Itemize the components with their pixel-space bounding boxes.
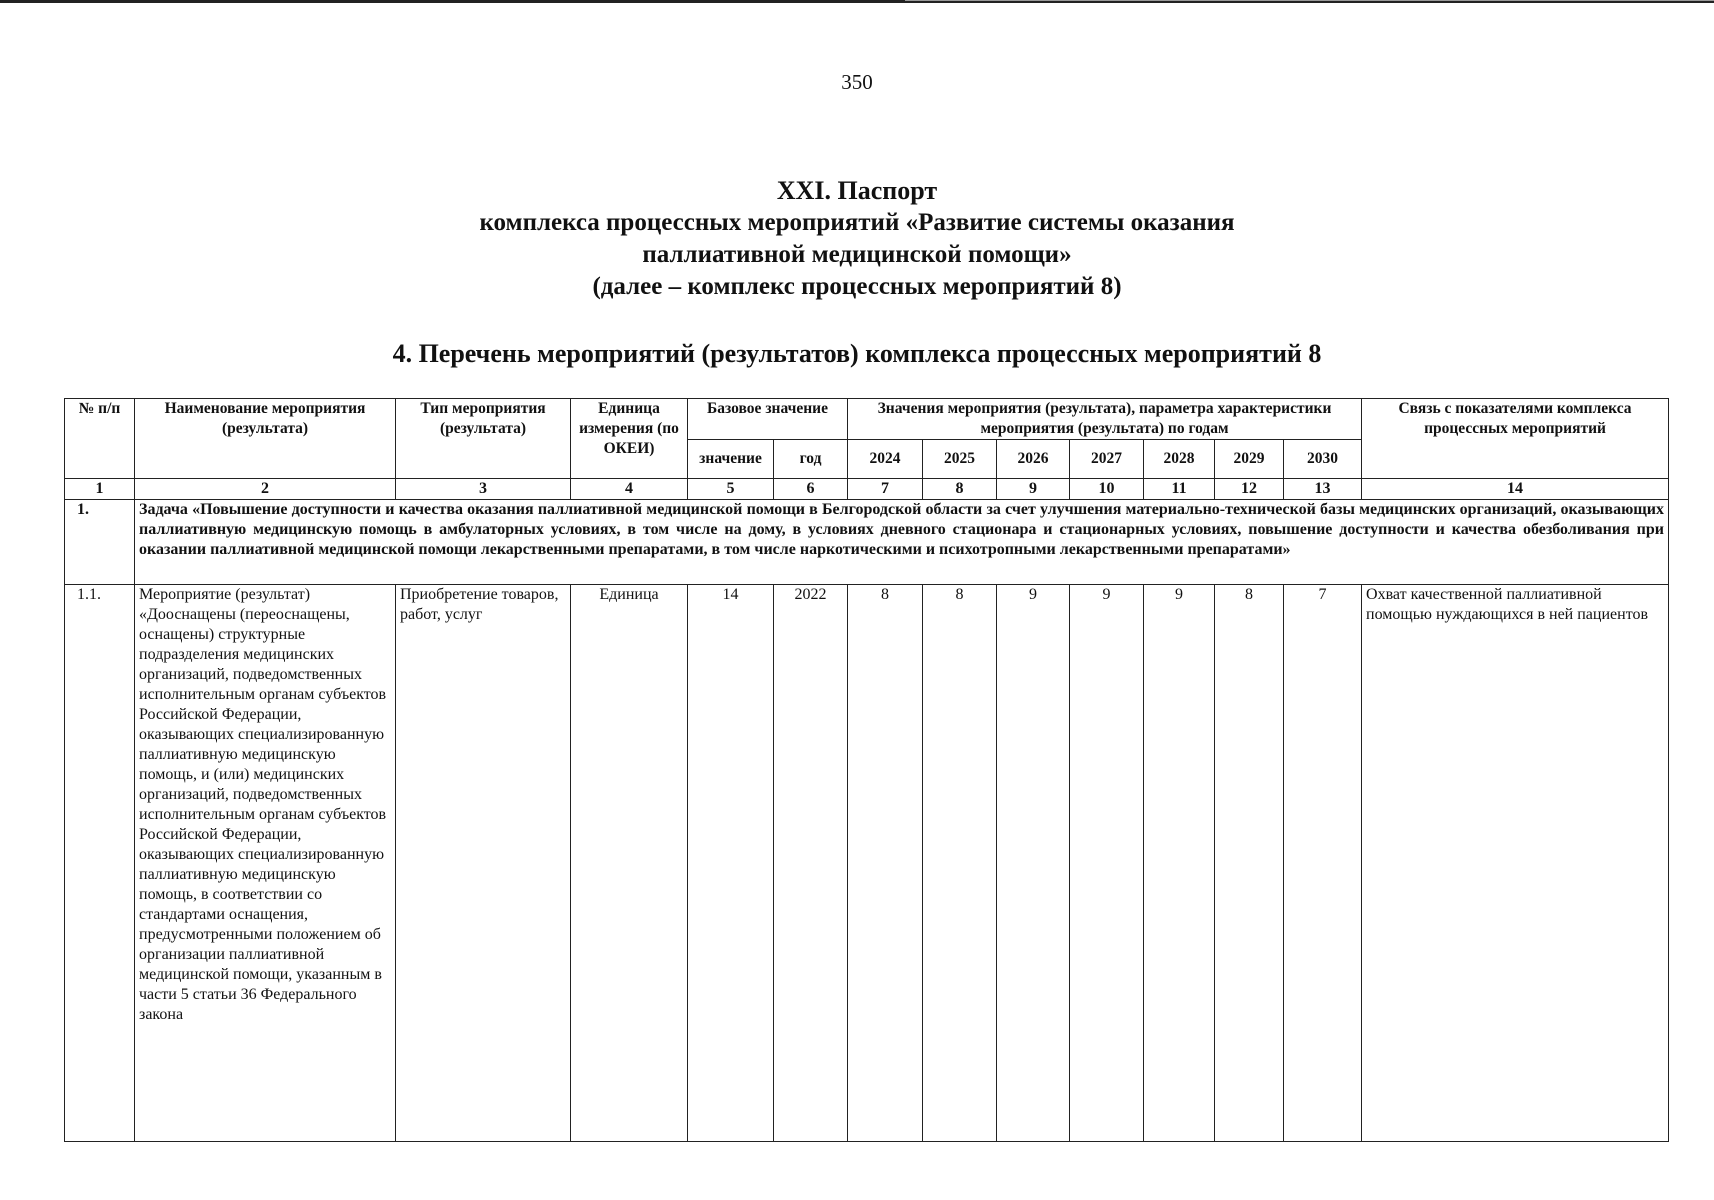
- header-year: 2028: [1144, 440, 1215, 479]
- row-type: Приобретение товаров, работ, услуг: [396, 585, 571, 1142]
- column-number: 14: [1362, 479, 1669, 500]
- header-base: Базовое значение: [688, 399, 848, 440]
- row-value-2027: 9: [1070, 585, 1144, 1142]
- column-number: 8: [923, 479, 997, 500]
- title-line-3: паллиативной медицинской помощи»: [642, 241, 1072, 268]
- header-year: 2025: [923, 440, 997, 479]
- task-text: Задача «Повышение доступности и качества оказания паллиативной медицинской помощи в Белгородской области за счет улучшения материально-технической базы медицинских организаций, оказывающих паллиативную медицинскую помощь в амбулаторных условиях, в том числе на дому, в условиях дневного стационара и стационарных условиях, повышение доступности и качества обезболивания при оказании паллиативной медицинской помощи лекарственными препаратами, в том числе наркотическими и психотропными лекарственными препаратами»: [135, 500, 1669, 585]
- column-number: 12: [1215, 479, 1284, 500]
- column-number: 13: [1284, 479, 1362, 500]
- header-link: Связь с показателями комплекса процессных мероприятий: [1362, 399, 1669, 479]
- column-number: 1: [65, 479, 135, 500]
- row-base-value: 14: [688, 585, 774, 1142]
- row-number: 1.1.: [65, 585, 135, 1142]
- scan-border-top-secondary: [905, 0, 1714, 1]
- header-year: 2027: [1070, 440, 1144, 479]
- row-link: Охват качественной паллиативной помощью нуждающихся в ней пациентов: [1362, 585, 1669, 1142]
- header-type: Тип мероприятия (результата): [396, 399, 571, 479]
- header-base-value: значение: [688, 440, 774, 479]
- column-number: 3: [396, 479, 571, 500]
- header-year: 2030: [1284, 440, 1362, 479]
- task-number: 1.: [65, 500, 135, 585]
- row-name: Мероприятие (результат) «Дооснащены (переоснащены, оснащены) структурные подразделения медицинских организаций, подведомственных исполнительным органам субъектов Российской Федерации, оказывающих специализированную паллиативную медицинскую помощь, и (или) медицинских организаций, подведомственных исполнительным органам субъектов Российской Федерации, оказывающих специализированную паллиативную медицинскую помощь, в соответствии со стандартами оснащения, предусмотренными положением об организации паллиативной медицинской помощи, указанным в части 5 статьи 36 Федерального закона: [135, 585, 396, 1142]
- document-title: [0, 175, 1714, 303]
- column-number: 7: [848, 479, 923, 500]
- row-value-2026: 9: [997, 585, 1070, 1142]
- page-number: 350: [841, 70, 873, 94]
- header-base-year: год: [774, 440, 848, 479]
- row-value-2025: 8: [923, 585, 997, 1142]
- column-number: 5: [688, 479, 774, 500]
- row-value-2028: 9: [1144, 585, 1215, 1142]
- row-value-2024: 8: [848, 585, 923, 1142]
- task-row: [65, 500, 1669, 585]
- header-year: 2026: [997, 440, 1070, 479]
- column-number: 4: [571, 479, 688, 500]
- row-value-2030: 7: [1284, 585, 1362, 1142]
- header-values-by-year: Значения мероприятия (результата), параметра характеристики мероприятия (результата) по годам: [848, 399, 1362, 440]
- row-unit: Единица: [571, 585, 688, 1142]
- header-unit: Единица измерения (по ОКЕИ): [571, 399, 688, 479]
- header-name: Наименование мероприятия (результата): [135, 399, 396, 479]
- title-line-1: XXI. Паспорт: [776, 176, 938, 205]
- row-base-year: 2022: [774, 585, 848, 1142]
- column-number: 11: [1144, 479, 1215, 500]
- title-line-4: (далее – комплекс процессных мероприятий 8): [592, 273, 1122, 300]
- column-number: 9: [997, 479, 1070, 500]
- column-number: 6: [774, 479, 848, 500]
- table-row: [65, 585, 1669, 1142]
- title-line-2: комплекса процессных мероприятий «Развитие системы оказания: [479, 209, 1235, 236]
- section-heading: 4. Перечень мероприятий (результатов) комплекса процессных мероприятий 8: [392, 339, 1322, 368]
- column-number-row: [65, 479, 1669, 500]
- measures-table: [64, 398, 1669, 1142]
- column-number: 2: [135, 479, 396, 500]
- header-num: № п/п: [65, 399, 135, 479]
- column-number: 10: [1070, 479, 1144, 500]
- row-value-2029: 8: [1215, 585, 1284, 1142]
- header-year: 2029: [1215, 440, 1284, 479]
- header-year: 2024: [848, 440, 923, 479]
